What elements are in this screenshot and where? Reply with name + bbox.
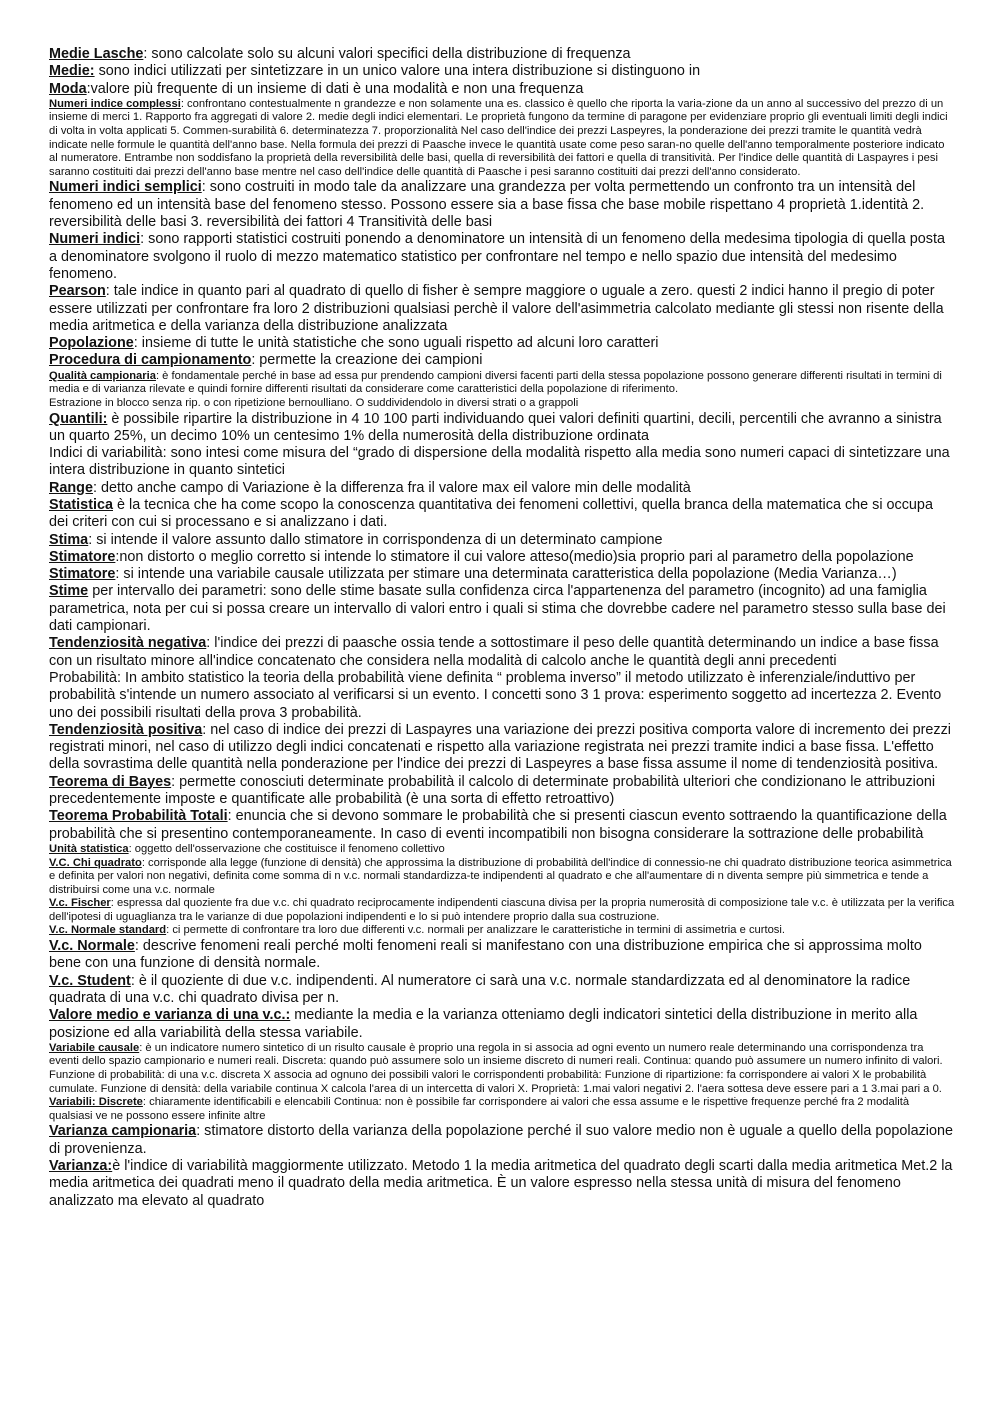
glossary-entry: [49, 1042, 955, 1096]
entry-definition: : confrontano contestualmente n grandezze e non solamente una es. classico è quello che riporta la varia-zione da un anno al successivo del prezzo di un insieme di merci 1. Rapporto fra aggregati di valore 2. medie degli indici elementari. Le proprietà fungono da termine di paragone per evidenziare proprio gli eventuali limiti degli indici di volta in volta applicati 5. Commen-surabilità 6. determinatezza 7. proporzionalità Nel caso dell'indice dei prezzi Laspeyres, la ponderazione dei prezzi tramite le quantità vedrà indicate nelle formule le quantità dell'anno base. Nella formula dei prezzi di Paasche invece le quantità usate come peso saran-no quelle dell'anno temporalmente posteriore indicato al numeratore. Entrambe non soddisfano la proprietà della reversibilità delle basi, quella di reversibilità dei fattori e quella di transitività. Per l'indice delle quantità di Laspayres i pesi saranno costituiti dai prezzi dell'anno base mentre nel caso dell'indice delle quantità di Paasche i pesi saranno costituiti dai prezzi dell'anno considerato.: [49, 97, 948, 178]
entry-term: Variabile causale: [49, 1041, 140, 1054]
glossary-entry: [49, 411, 955, 446]
entry-definition: : descrive fenomeni reali perché molti fenomeni reali si manifestano con una distribuzione empirica che si approssima molto bene con una funzione di densità normale.: [49, 938, 922, 972]
glossary-entry: [49, 566, 955, 583]
entry-term: Numeri indici semplici: [49, 179, 202, 196]
entry-definition: :non distorto o meglio corretto si intende lo stimatore il cui valore atteso(medio)sia proprio pari al parametro della popolazione: [115, 548, 914, 565]
entry-definition: Estrazione in blocco senza rip. o con ripetizione bernoulliano. O suddividendolo in diversi strati o a grappoli: [49, 396, 579, 409]
entry-term: Stime: [49, 583, 89, 600]
entry-term: Numeri indici: [49, 231, 141, 248]
entry-term: Varianza:: [49, 1158, 113, 1175]
entry-term: Tendenziosità positiva: [49, 721, 203, 738]
entry-definition: : nel caso di indice dei prezzi di Laspayres una variazione dei prezzi positiva comporta valore di incremento dei prezzi registrati minori, nel caso di utilizzo degli indici concatenati e rispetto alla variazione registrata nei prezzi tramite indici a base fissa. L'effetto della sovrastima delle quantità nella ponderazione per l'indice dei prezzi di Laspeyres a base fissa assume il nome di tendenziosità positiva.: [49, 721, 951, 773]
entry-definition: : sono calcolate solo su alcuni valori specifici della distribuzione di frequenza: [143, 46, 631, 62]
entry-definition: : sono rapporti statistici costruiti ponendo a denominatore un intensità di un fenomeno della medesima tipologia di quella posta a denominatore svolgono il ruolo di mezzo matematico statistico per confrontare nel tempo e nello spazio due intensità del medesimo fenomeno.: [49, 231, 945, 282]
entry-term: Qualità campionaria: [49, 369, 156, 382]
glossary-entry: [49, 397, 955, 411]
entry-term: V.c. Student: [49, 972, 131, 989]
entry-term: V.c. Normale: [49, 938, 135, 955]
glossary-entry: [49, 808, 955, 843]
entry-term: Teorema Probabilità Totali: [49, 808, 228, 825]
glossary-entry: [49, 670, 955, 722]
glossary-entry: [49, 973, 955, 1008]
entry-term: Numeri indice complessi: [49, 97, 181, 110]
glossary-entry: [49, 445, 955, 480]
entry-definition: : si intende una variabile causale utilizzata per stimare una determinata caratteristica della popolazione (Media Varianza…): [115, 566, 897, 583]
entry-term: Popolazione: [49, 335, 134, 352]
glossary-entry: [49, 46, 955, 63]
entry-definition: sono indici utilizzati per sintetizzare in un unico valore una intera distribuzione si distinguono in: [94, 63, 701, 80]
entry-definition: è la tecnica che ha come scopo la conoscenza quantitativa dei fenomeni collettivi, quella branca della matematica che si occupa dei criteri con cui si processano e si analizzano i dati.: [49, 496, 933, 531]
entry-term: Stimatore: [49, 566, 116, 583]
glossary-entry: [49, 497, 955, 532]
glossary-entry: [49, 81, 955, 98]
entry-definition: : tale indice in quanto pari al quadrato di quello di fisher è sempre maggiore o uguale a zero. questi 2 indici hanno il pregio di poter essere utilizzati per confrontare fra loro 2 distribuzioni qualsiasi perchè il valore dell'asimmetria calcolato mediante gli stessi non risente della media aritmetica e della varianza della distribuzione analizzata: [49, 283, 944, 334]
entry-term: Moda: [49, 80, 87, 97]
entry-term: Stima: [49, 531, 89, 548]
entry-definition: : è fondamentale perché in base ad essa pur prendendo campioni diversi facenti parti della stessa popolazione possono generare differenti risultati in termini di media e di varianza rilevate e quindi fornire differenti risultati da considerare come caratteristici della popolazione di riferimento.: [49, 369, 942, 396]
glossary-entry: [49, 1007, 955, 1042]
glossary-page: [49, 46, 955, 1210]
glossary-entry: [49, 283, 955, 335]
entry-definition: è possibile ripartire la distribuzione in 4 10 100 parti individuando quei valori definiti quartini, decili, percentili che avranno a sinistra un quarto 25%, un decimo 10% un centesimo 1% della numerosità della distribuzione ordinata: [49, 410, 942, 444]
entry-definition: : è il quoziente di due v.c. indipendenti. Al numeratore ci sarà una v.c. normale standardizzata ed al denominatore la radice quadrata di una v.c. chi quadrato divisa per n.: [49, 972, 911, 1006]
glossary-entry: [49, 63, 955, 80]
entry-term: V.C. Chi quadrato: [49, 856, 142, 869]
entry-definition: : permette conosciuti determinate probabilità il calcolo di determinate probabilità ulteriori che condizionano le attribuzioni precedentemente imposte e quantificate alle probabilità (è una sorta di effetto retroattivo): [49, 773, 936, 808]
entry-term: Procedura di campionamento: [49, 352, 252, 369]
glossary-entry: [49, 843, 955, 857]
entry-definition: : l'indice dei prezzi di paasche ossia tende a sottostimare il peso delle quantità determinando un indice a base fissa con un risultato minore all'indice concatenato che considera nella modalità di calcolo anche le quantità degli anni precedenti: [49, 635, 939, 669]
entry-definition: : corrisponde alla legge (funzione di densità) che approssima la distribuzione di probabilità dell'indice di connessio-ne chi quadrato distribuzione teorica asimmetrica e definita per valori non negativi, definita come somma di n v.c. normali standardizza-te indipendenti al quadrato e che all'aumentare di n diventa sempre più simmetrica e tende a distribuirsi come una v.c. normale: [49, 856, 952, 896]
entry-definition: : sono costruiti in modo tale da analizzare una grandezza per volta permettendo un confronto tra un intensità del fenomeno ed un intensità base del fenomeno stesso. Possono essere sia a base fissa che base mobile rispettano 4 proprietà 1.identità 2. reversibilità delle basi 3. reversibilità dei fattori 4 Transitività delle basi: [49, 179, 925, 231]
glossary-entry: [49, 1096, 955, 1123]
entry-definition: : permette la creazione dei campioni: [251, 352, 483, 369]
entry-definition: mediante la media e la varianza otteniamo degli indicatori sintetici della distribuzione in merito alla posizione ed alla variabilità della stessa variabile.: [49, 1007, 918, 1041]
glossary-entry: [49, 98, 955, 180]
glossary-entry: [49, 532, 955, 549]
entry-term: Teorema di Bayes: [49, 773, 172, 790]
entry-definition: : si intende il valore assunto dallo stimatore in corrispondenza di un determinato campione: [88, 531, 663, 548]
entry-definition: per intervallo dei parametri: sono delle stime basate sulla confidenza circa l'appartenenza del parametro (incognito) ad una famiglia parametrica, nota per cui si possa creare un intervallo di valori entro i quali si stima che dovrebbe cadere nel parametro stesso sulla base dei dati campionari.: [49, 583, 946, 635]
glossary-entry: [49, 231, 955, 283]
entry-term: V.c. Normale standard: [49, 924, 167, 937]
glossary-entry: [49, 722, 955, 774]
entry-term: Quantili:: [49, 410, 108, 427]
glossary-entry: [49, 897, 955, 924]
entry-definition: : espressa dal quoziente fra due v.c. chi quadrato reciprocamente indipendenti ciascuna divisa per la propria numerosità di composizione tale v.c. è utilizzata per la verifica dell'ipotesi di uguaglianza tra le varianze di due popolazioni indipendenti e lo si può intendere proprio dalla sua costruzione.: [49, 897, 955, 923]
glossary-entry: [49, 352, 955, 369]
entry-definition: : stimatore distorto della varianza della popolazione perché il suo valore medio non è uguale a quello della popolazione di provenienza.: [49, 1123, 953, 1157]
glossary-entry: [49, 938, 955, 973]
entry-definition: : chiaramente identificabili e elencabili Continua: non è possibile far corrispondere ai valori che essa assume e le rispettive frequenze perché fra 2 modalità qualsiasi ve ne possono essere infinite altre: [49, 1096, 910, 1122]
entry-term: Medie:: [49, 63, 95, 80]
entry-term: Stimatore: [49, 548, 116, 565]
entry-term: Varianza campionaria: [49, 1123, 197, 1140]
entry-definition: : è un indicatore numero sintetico di un risulto causale è proprio una regola in si associa ad ogni evento un numero reale determinando una corrispondenza tra eventi dello spazio campionario e numeri reali. Discreta: quando può assumere solo un insieme discreto di numeri reali. Continua: quando può assumere un numero infinito di valori. Funzione di probabilità: di una v.c. discreta X associa ad ognuno dei possibili valori le corrispondenti probabilità: Funzione di ripartizione: fa corrispondere ai valori X le probabilità cumulate. Funzione di densità: della variabile continua X calcola l'area di un intercetta di valori X. Proprietà: 1.mai valori negativi 2. l'aera sottesa deve essere pari a 1 3.mai pari a 0.: [49, 1041, 943, 1095]
glossary-entry: [49, 179, 955, 231]
glossary-entry: [49, 924, 955, 938]
entry-term: Valore medio e varianza di una v.c.:: [49, 1007, 291, 1024]
entry-definition: : insieme di tutte le unità statistiche che sono uguali rispetto ad alcuni loro caratteri: [133, 335, 659, 352]
entry-term: Medie Lasche: [49, 46, 144, 62]
glossary-entry: [49, 335, 955, 352]
entry-definition: :valore più frequente di un insieme di dati è una modalità e non una frequenza: [86, 80, 584, 97]
entry-definition: Probabilità: In ambito statistico la teoria della probabilità viene definita “ problema inverso” il metodo utilizzato è inferenziale/induttivo per probabilità s'intende un numero associato al verificarsi si un evento. I concetti sono 3 1 prova: esperimento soggetto ad incertezza 2. Evento uno dei possibili risultati della prova 3 probabilità.: [49, 669, 942, 721]
glossary-entry: [49, 480, 955, 497]
glossary-entry: [49, 1158, 955, 1210]
entry-term: Pearson: [49, 283, 106, 300]
entry-term: Statistica: [49, 496, 113, 513]
entry-definition: : enuncia che si devono sommare le probabilità che si presenti ciascun evento sottraendo la quantificazione della probabilità che si presentino contemporaneamente. In caso di eventi incompatibili non bisogna considerare la sottrazione delle probabilità: [49, 808, 947, 842]
glossary-entry: [49, 549, 955, 566]
glossary-entry: [49, 370, 955, 397]
glossary-entry: [49, 635, 955, 670]
glossary-entry: [49, 774, 955, 809]
glossary-entry: [49, 1123, 955, 1158]
glossary-entry: [49, 857, 955, 898]
entry-term: Variabili: Discrete: [49, 1096, 143, 1109]
entry-definition: : oggetto dell'osservazione che costituisce il fenomeno collettivo: [128, 842, 445, 855]
entry-definition: : ci permette di confrontare tra loro due differenti v.c. normali per analizzare le caratteristiche in termini di assimetria e curtosi.: [166, 924, 785, 937]
entry-term: Range: [49, 479, 93, 496]
entry-definition: : detto anche campo di Variazione è la differenza fra il valore max eil valore min delle modalità: [92, 479, 691, 496]
entry-term: V.c. Fischer: [49, 897, 111, 910]
glossary-entry: [49, 583, 955, 635]
entry-term: Tendenziosità negativa: [49, 635, 207, 652]
entry-definition: è l'indice di variabilità maggiormente utilizzato. Metodo 1 la media aritmetica del quadrato degli scarti dalla media aritmetica Met.2 la media aritmetica dei quadrati meno il quadrato della media aritmetica. È un valore espresso nella stessa unità di misura del fenomeno analizzato ma elevato al quadrato: [49, 1158, 953, 1209]
entry-term: Unità statistica: [49, 842, 129, 855]
entry-definition: Indici di variabilità: sono intesi come misura del “grado di dispersione della modalità rispetto alla media sono numeri capaci di sintetizzare una intera distribuzione in quanto sintetici: [49, 445, 950, 479]
